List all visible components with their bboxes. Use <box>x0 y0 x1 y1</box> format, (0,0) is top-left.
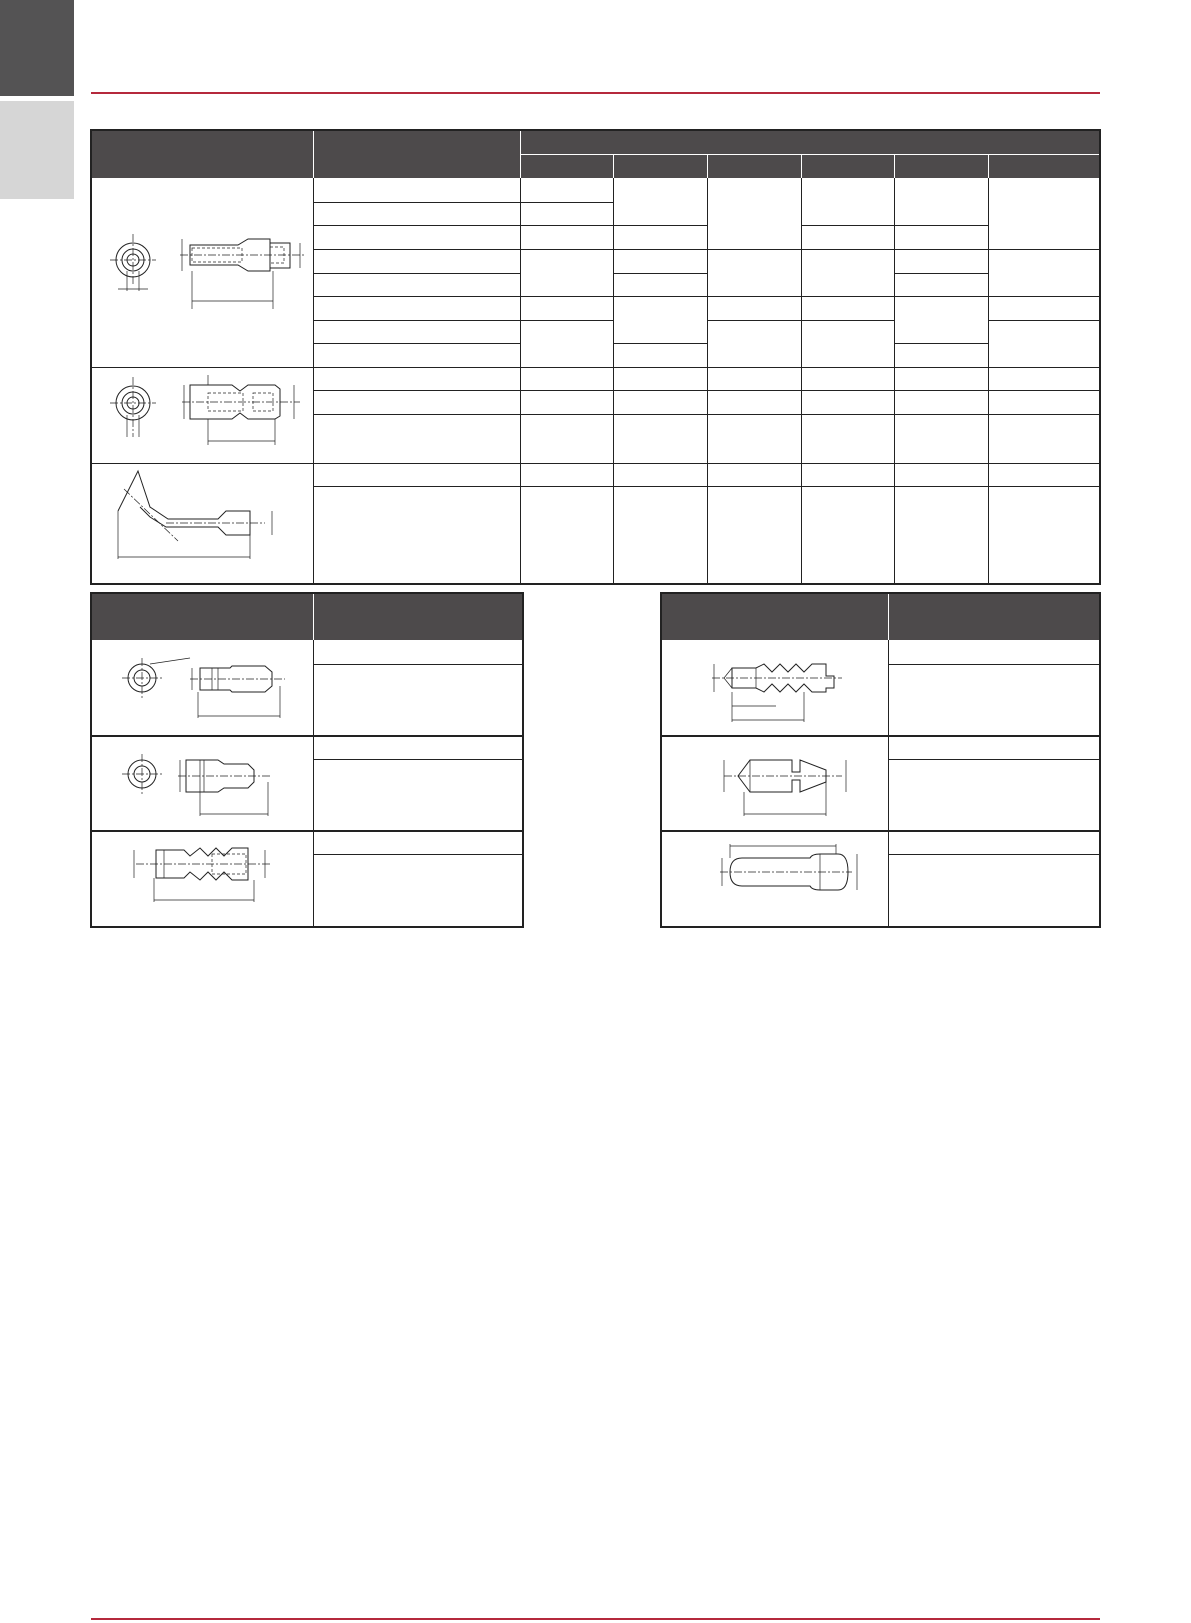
row-divider <box>801 225 988 226</box>
pin-drawing-2 <box>702 742 882 827</box>
row-divider <box>313 320 613 321</box>
col-divider <box>313 178 314 585</box>
col-divider <box>313 640 314 926</box>
row-divider <box>313 273 520 274</box>
row-divider <box>313 343 520 344</box>
lower-right-table <box>660 592 1101 928</box>
header-divider <box>988 154 989 178</box>
row-divider <box>313 759 522 760</box>
row-divider <box>313 249 1099 250</box>
row-divider <box>894 343 988 344</box>
header-divider <box>888 594 889 640</box>
terminal-drawing-1 <box>110 231 310 316</box>
row-divider <box>988 320 1099 321</box>
row-divider <box>313 854 522 855</box>
row-divider <box>313 225 707 226</box>
header-divider <box>313 131 314 178</box>
connector-drawing-2 <box>120 742 310 827</box>
section-tab-active <box>0 0 74 96</box>
terminal-drawing-2 <box>110 371 310 451</box>
terminal-drawing-3 <box>110 467 310 582</box>
col-divider <box>613 178 614 585</box>
header-divider <box>520 154 1099 155</box>
main-spec-table <box>90 129 1101 585</box>
row-divider <box>888 854 1099 855</box>
row-divider <box>313 414 1099 415</box>
header-rule <box>91 92 1100 94</box>
header-divider <box>801 154 802 178</box>
row-divider <box>888 664 1099 665</box>
col-divider <box>520 178 521 585</box>
row-divider <box>313 390 1099 391</box>
section-tab-inactive <box>0 101 74 199</box>
lower-left-header <box>92 594 522 640</box>
row-divider <box>707 320 894 321</box>
group-divider <box>662 735 1099 737</box>
footer-rule <box>91 1618 1100 1620</box>
pin-drawing-1 <box>702 646 882 731</box>
row-divider <box>613 343 707 344</box>
group-divider <box>92 367 1099 368</box>
header-divider <box>894 154 895 178</box>
row-divider <box>313 486 1099 487</box>
row-divider <box>313 202 613 203</box>
lower-right-header <box>662 594 1099 640</box>
group-divider <box>92 830 522 832</box>
col-divider <box>801 178 802 585</box>
group-divider <box>92 463 1099 464</box>
header-divider <box>613 154 614 178</box>
header-divider <box>313 594 314 640</box>
row-divider <box>313 296 1099 297</box>
row-divider <box>613 273 707 274</box>
col-divider <box>707 178 708 585</box>
row-divider <box>888 759 1099 760</box>
lower-left-table <box>90 592 524 928</box>
row-divider <box>894 273 988 274</box>
col-divider <box>894 178 895 585</box>
connector-drawing-1 <box>120 646 310 731</box>
header-divider <box>707 154 708 178</box>
group-divider <box>662 830 1099 832</box>
row-divider <box>313 664 522 665</box>
pin-drawing-3 <box>702 834 892 924</box>
col-divider <box>988 178 989 585</box>
connector-drawing-3 <box>120 836 310 921</box>
group-divider <box>92 735 522 737</box>
